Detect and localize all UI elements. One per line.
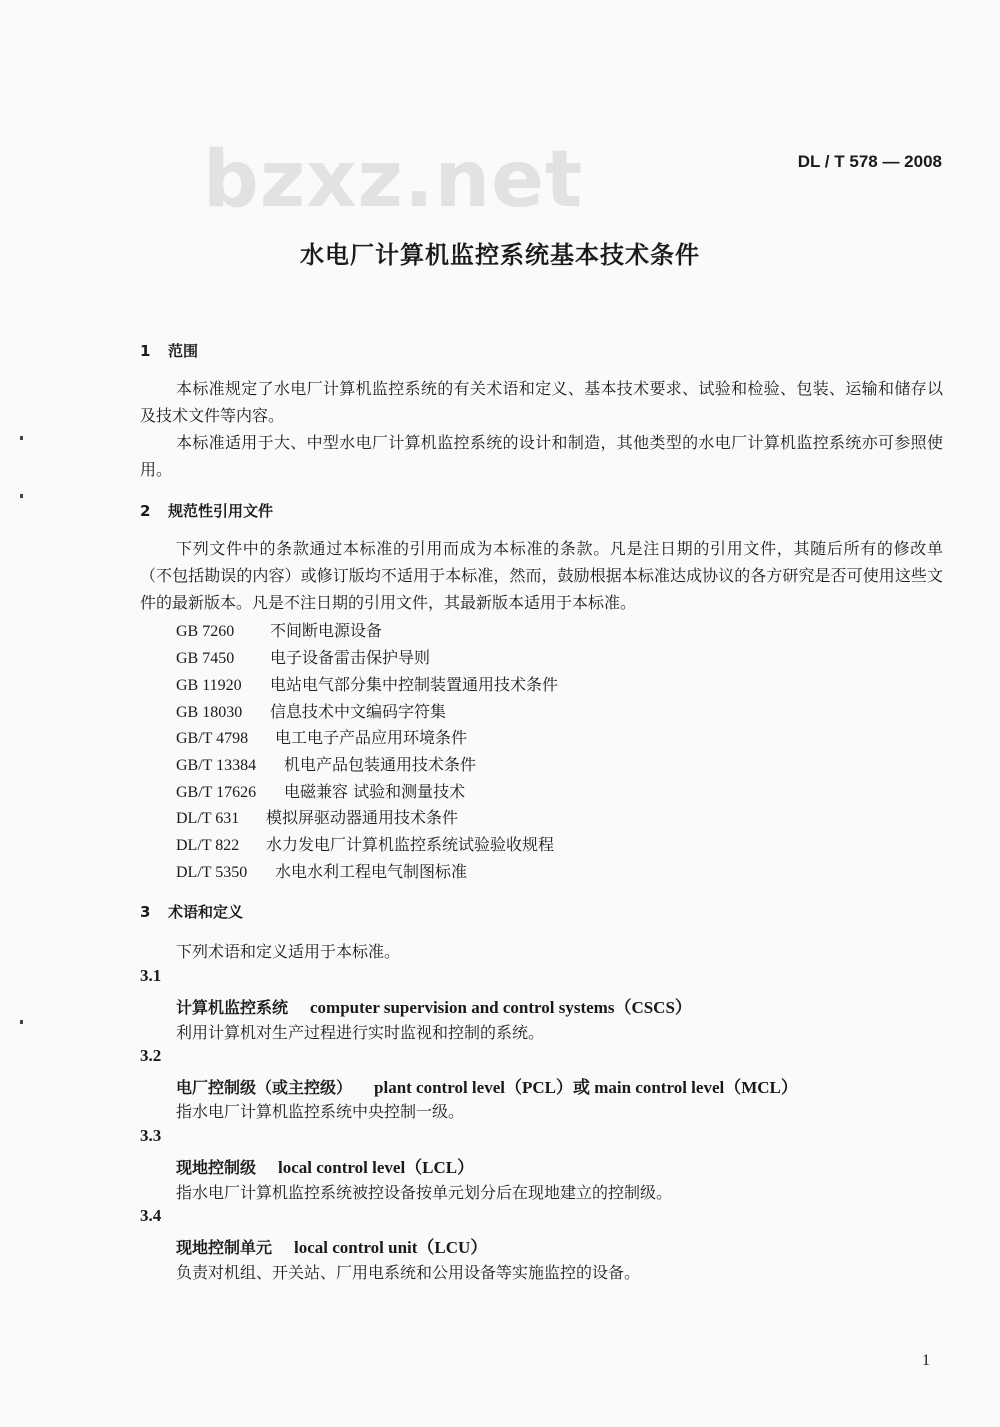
section-1-heading: 1 范围 (140, 342, 199, 360)
reference-item: GB/T 13384 机电产品包装通用技术条件 (176, 755, 477, 774)
term-heading: 现地控制级 local control level（LCL） (176, 1158, 475, 1177)
section-3-paragraph-1: 下列术语和定义适用于本标准。 (176, 942, 401, 961)
clause-number: 3.3 (140, 1126, 162, 1145)
section-2-heading: 2 规范性引用文件 (140, 502, 274, 520)
margin-mark (20, 494, 23, 498)
document-title: 水电厂计算机监控系统基本技术条件 (300, 241, 700, 269)
clause-number: 3.4 (140, 1206, 162, 1225)
reference-item: DL/T 5350 水电水利工程电气制图标准 (176, 862, 468, 881)
reference-item: GB 11920 电站电气部分集中控制装置通用技术条件 (176, 675, 559, 694)
standard-code: DL / T 578 — 2008 (797, 152, 942, 171)
page-number: 1 (922, 1352, 930, 1369)
clause-number: 3.1 (140, 966, 162, 985)
reference-item: GB 7450 电子设备雷击保护导则 (176, 648, 431, 667)
term-heading: 电厂控制级（或主控级） plant control level（PCL）或 main control level（MCL） (176, 1078, 798, 1097)
reference-item: GB 18030 信息技术中文编码字符集 (176, 702, 447, 721)
section-2-paragraph-1: 下列文件中的条款通过本标准的引用而成为本标准的条款。凡是注日期的引用文件，其随后所有的修改单（不包括勘误的内容）或修订版均不适用于本标准，然而，鼓励根据本标准达成协议的各方研究是否可使用这些文件的最新版本。凡是不注日期的引用文件，其最新版本适用于本标准。 (140, 539, 943, 612)
margin-mark (20, 436, 23, 440)
margin-mark (20, 1020, 23, 1024)
section-1-paragraph-2: 本标准适用于大、中型水电厂计算机监控系统的设计和制造，其他类型的水电厂计算机监控系统亦可参照使用。 (140, 433, 943, 479)
reference-item: GB 7260 不间断电源设备 (176, 621, 383, 640)
term-definition: 指水电厂计算机监控系统被控设备按单元划分后在现地建立的控制级。 (176, 1183, 673, 1202)
reference-item: DL/T 631 模拟屏驱动器通用技术条件 (176, 808, 459, 827)
term-heading: 计算机监控系统 computer supervision and control systems（CSCS） (176, 998, 692, 1017)
term-definition: 负责对机组、开关站、厂用电系统和公用设备等实施监控的设备。 (176, 1263, 641, 1282)
reference-item: GB/T 17626 电磁兼容 试验和测量技术 (176, 782, 466, 801)
reference-item: GB/T 4798 电工电子产品应用环境条件 (176, 728, 468, 747)
section-3-heading: 3 术语和定义 (140, 903, 244, 921)
clause-number: 3.2 (140, 1046, 162, 1065)
section-1-paragraph-1: 本标准规定了水电厂计算机监控系统的有关术语和定义、基本技术要求、试验和检验、包装、运输和储存以及技术文件等内容。 (140, 379, 943, 425)
term-heading: 现地控制单元 local control unit（LCU） (176, 1238, 488, 1257)
watermark: bzxz.net (203, 135, 584, 225)
term-definition: 指水电厂计算机监控系统中央控制一级。 (176, 1102, 465, 1121)
term-definition: 利用计算机对生产过程进行实时监视和控制的系统。 (176, 1023, 545, 1042)
reference-item: DL/T 822 水力发电厂计算机监控系统试验验收规程 (176, 835, 555, 854)
